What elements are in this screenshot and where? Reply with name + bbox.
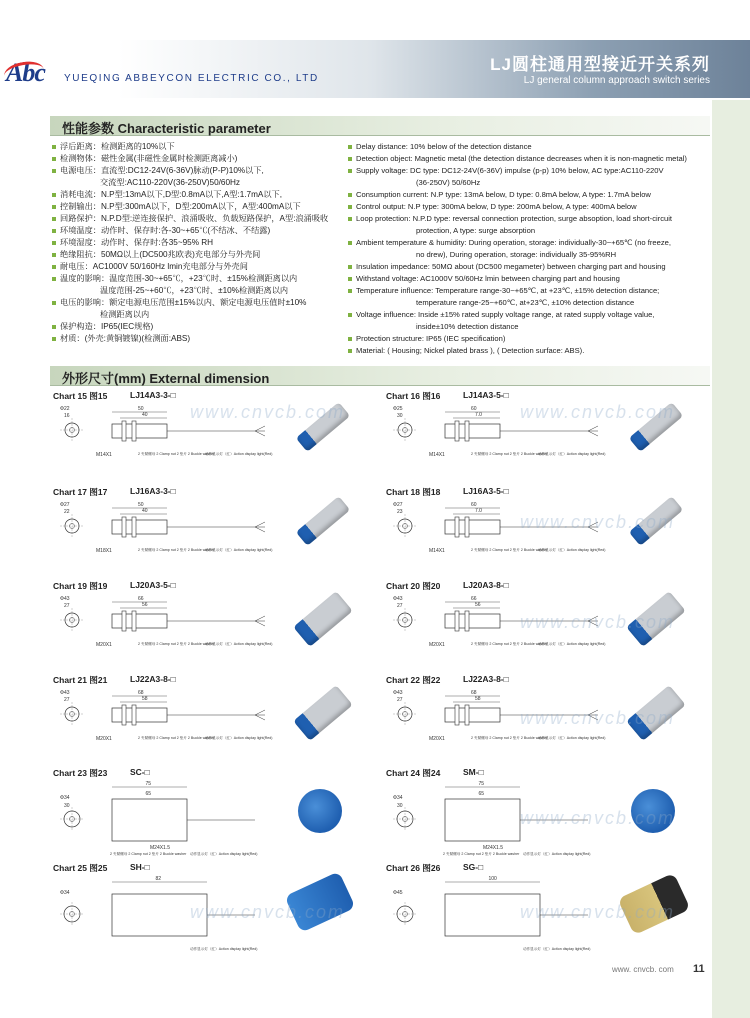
dim-thread-length: 27 — [397, 603, 403, 609]
clamp-nut-label: 2 夹紧螺母 2 Clamp nut 2 垫片 2 Buckle washer — [471, 548, 548, 552]
param-item: Protection structure: IP65 (IEC specification) — [348, 333, 710, 345]
right-margin-bar — [712, 100, 750, 1018]
thread-label: M24X1.5 — [150, 845, 171, 851]
chart-model: SM-□ — [463, 767, 484, 777]
chart-model: SG-□ — [463, 862, 484, 872]
chart-title: Chart 22 图22 — [386, 675, 441, 685]
dim-thread-length: 27 — [64, 697, 70, 703]
sensor-body — [112, 799, 187, 841]
param-item: Temperature influence: Temperature range-30~+65℃, at +23℃, ±15% detection distance; — [348, 285, 710, 297]
chart-title: Chart 18 图18 — [386, 487, 441, 497]
dim-thread-length: 30 — [397, 413, 403, 419]
thread-label: M24X1.5 — [483, 845, 504, 851]
param-item: 电源电压：直流型:DC12-24V(6-36V)脉动(P-P)10%以下, — [52, 165, 344, 177]
clamp-nut — [132, 421, 136, 441]
dim-diameter: Φ27 — [60, 502, 70, 508]
param-item: Delay distance: 10% below of the detection distance — [348, 141, 710, 153]
thread-label: M20X1 — [429, 736, 445, 742]
page-number: 11 — [693, 963, 705, 975]
chart-title: Chart 17 图17 — [53, 487, 108, 497]
chart-model: LJ20A3-8-□ — [463, 580, 509, 590]
clamp-nut — [132, 517, 136, 537]
dim-body-length: 58 — [475, 696, 481, 702]
clamp-nut-label: 2 夹紧螺母 2 Clamp nut 2 垫片 2 Buckle washer — [138, 452, 215, 456]
param-item: Loop protection: N.P.D type: reversal connection protection, surge absoption, load short-circuit — [348, 213, 710, 225]
param-item-continued: 交流型:AC110-220V(36-250V)50/60Hz — [100, 178, 241, 187]
dim-total-length: 66 — [471, 596, 477, 602]
clamp-nut — [132, 611, 136, 631]
param-item: 电压的影响：额定电源电压范围±15%以内、额定电源电压值时±10% — [52, 297, 344, 309]
chart-title: Chart 20 图20 — [386, 581, 441, 591]
param-item: Ambient temperature & humidity: During operation, storage: individually-30~+65℃ (no freeze, — [348, 237, 710, 249]
dim-total-length: 50 — [138, 406, 144, 412]
clamp-nut — [122, 421, 126, 441]
clamp-nut-label: 2 夹紧螺母 2 Clamp nut 2 垫片 2 Buckle washer — [443, 852, 520, 856]
indicator-light-label: 动作显示灯（红）Action display light(Red) — [190, 947, 258, 951]
chart-title: Chart 24 图24 — [386, 768, 441, 778]
chart-cell — [50, 767, 370, 862]
indicator-light-label: 动作显示灯（红）Action display light(Red) — [538, 642, 606, 646]
chart-model: LJ20A3-5-□ — [130, 580, 176, 590]
thread-label: M20X1 — [96, 642, 112, 648]
param-item: 检测物体：磁性金属(非磁性金属时检测距离减小) — [52, 153, 344, 165]
dim-total-length: 66 — [138, 596, 144, 602]
dim-total-length: 82 — [155, 876, 162, 882]
chart-model: LJ16A3-3-□ — [130, 486, 176, 496]
param-item: 环境温度：动作时、保存时:各-30~+65℃(不结冰、不结露) — [52, 225, 344, 237]
param-item: 材质：(外壳:黄铜镀镍)(检测面:ABS) — [52, 333, 344, 345]
chart-cell — [50, 674, 370, 769]
param-item-continued: protection, A type: surge absorption — [416, 226, 536, 235]
dim-total-length: 100 — [488, 876, 497, 882]
dim-body-length: 40 — [142, 412, 148, 418]
indicator-light-label: 动作显示灯（红）Action display light(Red) — [205, 548, 273, 552]
param-item: 环境湿度：动作时、保存时:各35~95% RH — [52, 237, 344, 249]
clamp-nut — [455, 517, 459, 537]
watermark: www.cnvcb.com — [520, 902, 676, 922]
chart-model: LJ16A3-5-□ — [463, 486, 509, 496]
clamp-nut — [465, 705, 469, 725]
dim-diameter: Φ27 — [393, 502, 403, 508]
chart-title: Chart 19 图19 — [53, 581, 108, 591]
clamp-nut-label: 2 夹紧螺母 2 Clamp nut 2 垫片 2 Buckle washer — [110, 852, 187, 856]
dim-body-length: 40 — [142, 508, 148, 514]
param-item: 控制输出：N.P型:300mA以下，D型:200mA以下，A型:400mA以下 — [52, 201, 344, 213]
param-item: 绝缘阻抗：50MΩ以上(DC500兆欧表)充电部分与外壳间 — [52, 249, 344, 261]
series-title-en: LJ general column approach switch series — [523, 75, 710, 86]
sensor-body — [112, 424, 167, 438]
param-item-continued: temperature range-25~+60℃, at+23℃, ±10% detection distance — [416, 298, 635, 307]
dim-total-length: 60 — [471, 502, 477, 508]
thread-label: M14X1 — [429, 548, 445, 554]
sensor-body — [445, 424, 500, 438]
chart-cell — [50, 580, 370, 675]
dim-body-length: 56 — [142, 602, 148, 608]
sensor-body — [445, 520, 500, 534]
indicator-light-label: 动作显示灯（红）Action display light(Red) — [538, 548, 606, 552]
param-item: 保护构造：IP65(IEC规格) — [52, 321, 344, 333]
param-item: Detection object: Magnetic metal (the detection distance decreases when it is non-magnetic metal) — [348, 153, 710, 165]
param-item: Control output: N.P type: 300mA below, D type: 200mA below, A type: 400mA below — [348, 201, 710, 213]
clamp-nut — [455, 705, 459, 725]
param-item: Material: ( Housing; Nickel plated brass ), ( Detection surface: ABS). — [348, 345, 710, 357]
clamp-nut-label: 2 夹紧螺母 2 Clamp nut 2 垫片 2 Buckle washer — [138, 642, 215, 646]
dim-thread-length: 16 — [64, 413, 70, 419]
thread-label: M14X1 — [96, 452, 112, 458]
chart-model: LJ22A3-8-□ — [130, 674, 176, 684]
dim-diameter: Φ43 — [393, 596, 403, 602]
chart-model: LJ14A3-3-□ — [130, 390, 176, 400]
dim-total-length: 68 — [471, 690, 477, 696]
indicator-light-label: 动作显示灯（红）Action display light(Red) — [523, 852, 591, 856]
param-item-continued: (36-250V) 50/60Hz — [416, 178, 481, 187]
dim-diameter: Φ43 — [60, 596, 70, 602]
watermark: www.cnvcb.com — [190, 902, 346, 922]
sensor-photo — [298, 789, 342, 833]
clamp-nut — [455, 611, 459, 631]
dim-thread-length: 27 — [397, 697, 403, 703]
params-list-cn — [52, 141, 344, 345]
dim-diameter: Φ22 — [60, 406, 70, 412]
sensor-body — [445, 708, 500, 722]
series-title-cn: LJ圆柱通用型接近开关系列 — [490, 55, 710, 74]
page-header — [0, 0, 750, 100]
clamp-nut-label: 2 夹紧螺母 2 Clamp nut 2 垫片 2 Buckle washer — [138, 548, 215, 552]
dim-body-length: 65 — [478, 791, 485, 797]
clamp-nut — [465, 517, 469, 537]
dim-body-length: 7.0 — [475, 508, 482, 514]
section-header-dimensions: 外形尺寸(mm) External dimension — [50, 366, 710, 386]
chart-model: LJ14A3-5-□ — [463, 390, 509, 400]
clamp-nut — [455, 421, 459, 441]
dim-diameter: Φ34 — [60, 795, 70, 801]
thread-label: M14X1 — [429, 452, 445, 458]
watermark: www.cnvcb.com — [520, 708, 676, 728]
thread-label: M20X1 — [96, 736, 112, 742]
company-name: YUEQING ABBEYCON ELECTRIC CO., LTD — [64, 73, 319, 84]
indicator-light-label: 动作显示灯（红）Action display light(Red) — [523, 947, 591, 951]
company-logo: Abc — [6, 58, 45, 88]
dim-body-length: 56 — [475, 602, 481, 608]
dim-diameter: Φ45 — [393, 890, 403, 896]
clamp-nut — [465, 421, 469, 441]
dim-total-length: 75 — [478, 781, 485, 787]
clamp-nut — [122, 517, 126, 537]
dim-diameter: Φ34 — [60, 890, 70, 896]
dim-diameter: Φ43 — [393, 690, 403, 696]
dim-thread-length: 23 — [397, 509, 403, 515]
clamp-nut — [465, 611, 469, 631]
param-item: 回路保护：N.P.D型:逆连接保护、浪涌吸收、负载短路保护，A型:浪涌吸收 — [52, 213, 344, 225]
dim-diameter: Φ34 — [393, 795, 403, 801]
sensor-body — [112, 614, 167, 628]
dim-total-length: 68 — [138, 690, 144, 696]
chart-title: Chart 25 图25 — [53, 863, 108, 873]
watermark: www.cnvcb.com — [520, 612, 676, 632]
chart-title: Chart 15 图15 — [53, 391, 108, 401]
param-item: Supply voltage: DC type: DC12-24V(6-36V) impulse (p-p) 10% below, AC type:AC110-220V — [348, 165, 710, 177]
dim-thread-length: 27 — [64, 603, 70, 609]
dim-thread-length: 22 — [64, 509, 70, 515]
chart-title: Chart 23 图23 — [53, 768, 108, 778]
clamp-nut — [132, 705, 136, 725]
param-item-continued: 温度范围-25~+60℃，+23℃时、±10%检测距离以内 — [100, 286, 289, 295]
dim-total-length: 75 — [145, 781, 152, 787]
chart-title: Chart 16 图16 — [386, 391, 441, 401]
params-list-en — [348, 141, 710, 357]
indicator-light-label: 动作显示灯（红）Action display light(Red) — [205, 736, 273, 740]
dim-body-length: 65 — [145, 791, 152, 797]
param-item: 温度的影响：温度范围-30~+65℃，+23℃时、±15%检测距离以内 — [52, 273, 344, 285]
indicator-light-label: 动作显示灯（红）Action display light(Red) — [538, 736, 606, 740]
indicator-light-label: 动作显示灯（红）Action display light(Red) — [538, 452, 606, 456]
thread-label: M20X1 — [429, 642, 445, 648]
section-header-params: 性能参数 Characteristic parameter — [50, 116, 710, 136]
param-item: Withstand voltage: AC1000V 50/60Hz lmin between charging part and housing — [348, 273, 710, 285]
dim-thread-length: 30 — [64, 803, 70, 809]
param-item-continued: 检测距离以内 — [100, 310, 150, 319]
param-item: 耐电压：AC1000V 50/160Hz lmin充电部分与外壳间 — [52, 261, 344, 273]
chart-cell — [383, 486, 703, 581]
clamp-nut — [122, 705, 126, 725]
param-item-continued: no drew), During operation, storage: individually 35-95%RH — [416, 250, 617, 259]
param-item: Consumption current: N.P type: 13mA below, D type: 0.8mA below, A type: 1.7mA below — [348, 189, 710, 201]
thread-label: M18X1 — [96, 548, 112, 554]
indicator-light-label: 动作显示灯（红）Action display light(Red) — [205, 642, 273, 646]
dim-total-length: 50 — [138, 502, 144, 508]
clamp-nut-label: 2 夹紧螺母 2 Clamp nut 2 垫片 2 Buckle washer — [138, 736, 215, 740]
indicator-light-label: 动作显示灯（红）Action display light(Red) — [190, 852, 258, 856]
watermark: www.cnvcb.com — [520, 808, 676, 828]
chart-model: LJ22A3-8-□ — [463, 674, 509, 684]
sensor-body — [112, 520, 167, 534]
watermark: www.cnvcb.com — [520, 402, 676, 422]
chart-cell — [50, 486, 370, 581]
param-item: 浮后距离：检测距离的10%以下 — [52, 141, 344, 153]
sensor-body — [445, 799, 520, 841]
watermark: www.cnvcb.com — [190, 402, 346, 422]
chart-model: SC-□ — [130, 767, 150, 777]
chart-title: Chart 26 图26 — [386, 863, 441, 873]
dim-diameter: Φ43 — [60, 690, 70, 696]
param-item-continued: inside±10% detection distance — [416, 322, 519, 331]
sensor-body — [445, 614, 500, 628]
dim-thread-length: 30 — [397, 803, 403, 809]
dim-total-length: 60 — [471, 406, 477, 412]
watermark: www.cnvcb.com — [520, 512, 676, 532]
dim-body-length: 7.0 — [475, 412, 482, 418]
chart-model: SH-□ — [130, 862, 150, 872]
param-item: Insulation impedance: 50MΩ about (DC500 megameter) between charging part and housing — [348, 261, 710, 273]
chart-title: Chart 21 图21 — [53, 675, 108, 685]
param-item: 消耗电流：N.P型:13mA以下,D型:0.8mA以下,A型:1.7mA以下, — [52, 189, 344, 201]
clamp-nut-label: 2 夹紧螺母 2 Clamp nut 2 垫片 2 Buckle washer — [471, 642, 548, 646]
clamp-nut-label: 2 夹紧螺母 2 Clamp nut 2 垫片 2 Buckle washer — [471, 452, 548, 456]
dim-diameter: Φ25 — [393, 406, 403, 412]
indicator-light-label: 动作显示灯（红）Action display light(Red) — [205, 452, 273, 456]
dim-body-length: 58 — [142, 696, 148, 702]
clamp-nut — [122, 611, 126, 631]
sensor-body — [112, 708, 167, 722]
footer-url: www. cnvcb. com — [612, 965, 674, 974]
clamp-nut-label: 2 夹紧螺母 2 Clamp nut 2 垫片 2 Buckle washer — [471, 736, 548, 740]
param-item: Voltage influence: Inside ±15% rated supply voltage range, at rated supply voltage value, — [348, 309, 710, 321]
